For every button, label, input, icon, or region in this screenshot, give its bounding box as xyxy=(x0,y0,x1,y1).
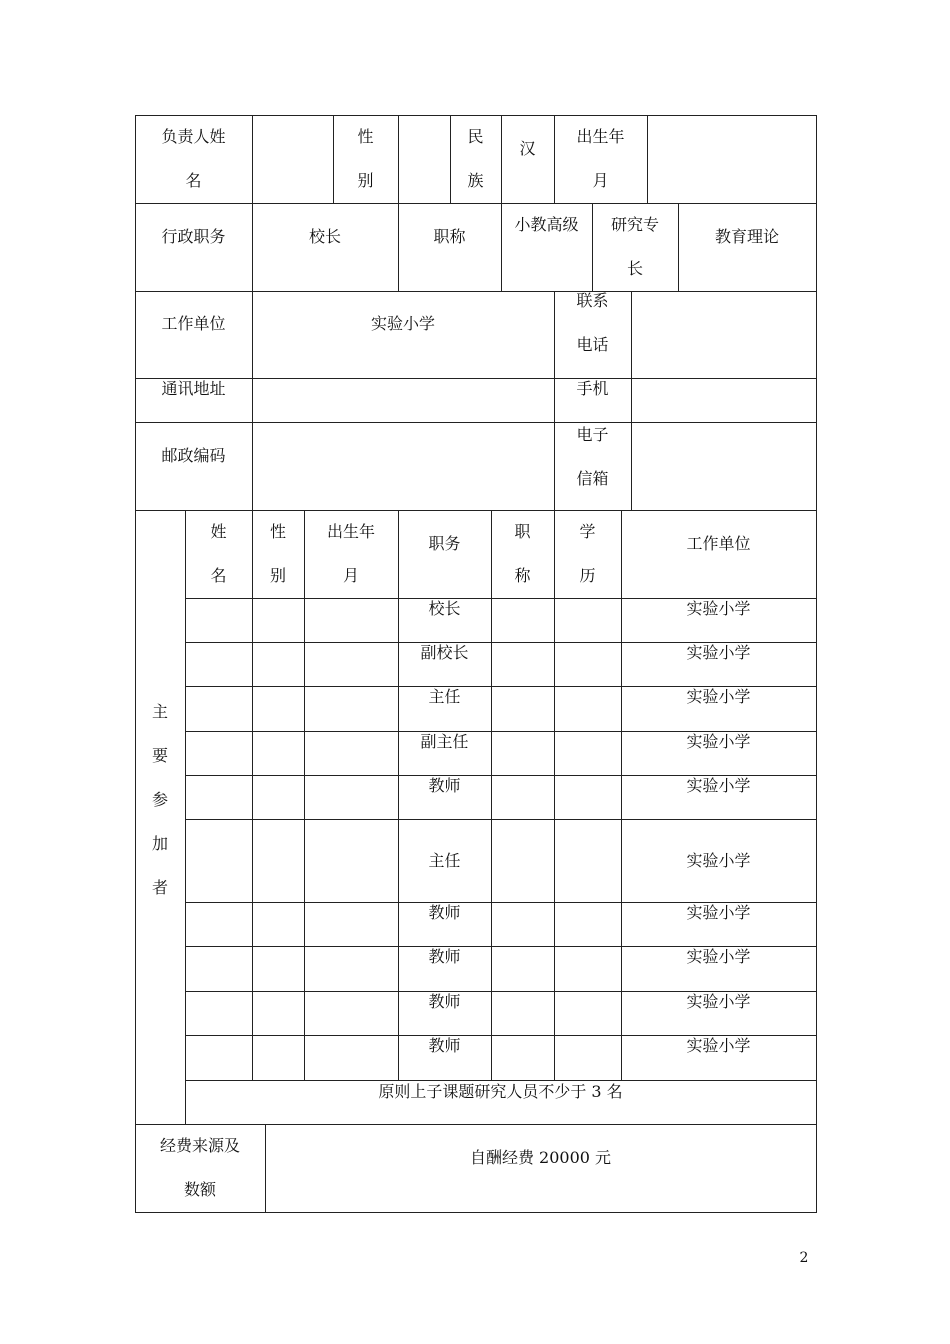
participant-unit: 实验小学 xyxy=(686,732,751,751)
participant-header-5: 学历 xyxy=(579,522,596,585)
leader-phone-label: 联系电话 xyxy=(576,291,609,354)
participant-unit: 实验小学 xyxy=(686,851,751,870)
leader-name-label: 负责人姓名 xyxy=(161,127,226,190)
participant-unit: 实验小学 xyxy=(686,776,751,795)
leader-ethnicity-value: 汉 xyxy=(519,139,536,158)
participant-header-0: 姓名 xyxy=(210,522,227,585)
leader-unit-value: 实验小学 xyxy=(370,314,435,333)
leader-gender-label: 性别 xyxy=(357,127,374,190)
participant-unit: 实验小学 xyxy=(686,599,751,618)
participant-duty: 教师 xyxy=(428,947,461,966)
participant-unit: 实验小学 xyxy=(686,903,751,922)
leader-address-label: 通讯地址 xyxy=(161,379,226,398)
page-number: 2 xyxy=(799,1250,809,1266)
leader-ethnicity-label: 民族 xyxy=(467,127,484,190)
participant-unit: 实验小学 xyxy=(686,643,751,662)
participant-duty: 主任 xyxy=(428,687,461,706)
leader-specialty-label: 研究专长 xyxy=(610,215,659,278)
leader-position-label: 行政职务 xyxy=(161,227,226,246)
participant-duty: 副主任 xyxy=(420,732,469,751)
participants-section-label: 主要参加者 xyxy=(151,702,168,897)
participant-unit: 实验小学 xyxy=(686,687,751,706)
leader-specialty-value: 教育理论 xyxy=(714,227,779,246)
leader-birth-label: 出生年月 xyxy=(576,127,625,190)
participant-header-2: 出生年月 xyxy=(326,522,375,585)
participant-duty: 校长 xyxy=(428,599,461,618)
participant-duty: 教师 xyxy=(428,992,461,1011)
participant-header-4: 职称 xyxy=(514,522,531,585)
participant-unit: 实验小学 xyxy=(686,992,751,1011)
leader-title-label: 职称 xyxy=(433,227,466,246)
participants-note: 原则上子课题研究人员不少于 3 名 xyxy=(378,1082,623,1101)
participant-header-1: 性别 xyxy=(270,522,287,585)
participant-unit: 实验小学 xyxy=(686,1036,751,1055)
leader-unit-label: 工作单位 xyxy=(161,314,226,333)
funding-label: 经费来源及数额 xyxy=(159,1136,240,1199)
participant-header-3: 职务 xyxy=(428,534,461,553)
leader-postcode-label: 邮政编码 xyxy=(161,446,226,465)
participant-duty: 教师 xyxy=(428,903,461,922)
participant-duty: 副校长 xyxy=(420,643,469,662)
participant-unit: 实验小学 xyxy=(686,947,751,966)
leader-mobile-label: 手机 xyxy=(576,379,609,398)
funding-value: 自酬经费 20000 元 xyxy=(469,1148,612,1167)
leader-position-value: 校长 xyxy=(308,227,341,246)
leader-title-value: 小教高级 xyxy=(514,215,579,234)
leader-email-label: 电子信箱 xyxy=(576,425,609,488)
participant-duty: 主任 xyxy=(428,851,461,870)
participant-duty: 教师 xyxy=(428,776,461,795)
participant-duty: 教师 xyxy=(428,1036,461,1055)
participant-header-6: 工作单位 xyxy=(686,534,751,553)
